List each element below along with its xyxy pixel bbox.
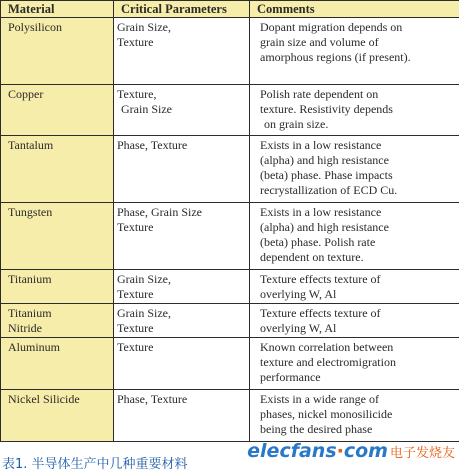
comments-cell [250,338,459,390]
material-cell [1,270,114,304]
table-row [1,338,459,390]
comment-text: (alpha) and high resistance [260,220,455,235]
table-row [1,18,459,85]
comment-text: grain size and volume of [260,35,455,50]
parameter-text: Texture, [117,87,245,102]
parameter-text: Texture [117,35,245,50]
material-name: Titanium [8,306,109,321]
watermark-domain: com [344,440,388,462]
table-row [1,304,459,338]
header-comments: Comments [250,1,459,18]
parameters-cell [114,18,250,85]
parameter-text: Texture [117,340,245,355]
comment-text: Known correlation between [260,340,455,355]
material-name: Copper [8,87,109,102]
material-name: Tantalum [8,138,109,153]
parameters-cell [114,136,250,203]
watermark-chinese-name: 电子发烧友 [390,446,455,461]
table-header-row [1,1,459,18]
parameter-text: Texture [117,321,245,336]
comment-text: Dopant migration depends on [260,20,455,35]
table-row [1,85,459,136]
comment-text: overlying W, Al [260,287,455,302]
parameters-cell [114,304,250,338]
parameter-text: Phase, Texture [117,138,245,153]
comment-text: Exists in a low resistance [260,138,455,153]
material-cell [1,136,114,203]
comment-text: (alpha) and high resistance [260,153,455,168]
parameter-text: Phase, Grain Size [117,205,245,220]
comment-text: Exists in a low resistance [260,205,455,220]
material-cell [1,85,114,136]
material-cell [1,338,114,390]
material-name: Nitride [8,321,109,336]
parameters-cell [114,390,250,442]
comment-text: overlying W, Al [260,321,455,336]
material-name: Aluminum [8,340,109,355]
parameters-cell [114,270,250,304]
header-material: Material [1,1,114,18]
material-name: Polysilicon [8,20,109,35]
comments-cell [250,203,459,270]
comment-text: on grain size. [260,117,455,132]
comment-text: phases, nickel monosilicide [260,407,455,422]
comment-text: (beta) phase. Phase impacts [260,168,455,183]
parameter-text: Phase, Texture [117,392,245,407]
header-critical-parameters: Critical Parameters [114,1,250,18]
comments-cell [250,18,459,85]
parameter-text: Grain Size, [117,272,245,287]
comment-text: Polish rate dependent on [260,87,455,102]
comment-text: being the desired phase [260,422,455,437]
parameter-text: Grain Size [117,102,245,117]
comment-text: performance [260,370,455,385]
parameters-cell [114,203,250,270]
material-cell [1,304,114,338]
comment-text: amorphous regions (if present). [260,50,455,65]
watermark-dot: · [337,440,344,462]
table-row [1,390,459,442]
comment-text: Texture effects texture of [260,272,455,287]
comment-text: Texture effects texture of [260,306,455,321]
material-name: Nickel Silicide [8,392,109,407]
parameter-text: Grain Size, [117,306,245,321]
parameters-cell [114,85,250,136]
material-cell [1,390,114,442]
comments-cell [250,304,459,338]
watermark-brand: elecfans [247,440,336,462]
comment-text: recrystallization of ECD Cu. [260,183,455,198]
comment-text: dependent on texture. [260,250,455,265]
comment-text: texture and electromigration [260,355,455,370]
elecfans-watermark-logo [247,440,455,462]
comment-text: texture. Resistivity depends [260,102,455,117]
parameter-text: Texture [117,287,245,302]
parameter-text: Texture [117,220,245,235]
comments-cell [250,390,459,442]
parameters-cell [114,338,250,390]
table-row [1,136,459,203]
comments-cell [250,85,459,136]
material-cell [1,203,114,270]
comments-cell [250,270,459,304]
comments-cell [250,136,459,203]
comment-text: (beta) phase. Polish rate [260,235,455,250]
material-name: Titanium [8,272,109,287]
table-caption: 表1. 半导体生产中几种重要材料 [2,453,188,472]
comment-text: Exists in a wide range of [260,392,455,407]
table-row [1,203,459,270]
material-name: Tungsten [8,205,109,220]
table-row [1,270,459,304]
material-cell [1,18,114,85]
parameter-text: Grain Size, [117,20,245,35]
